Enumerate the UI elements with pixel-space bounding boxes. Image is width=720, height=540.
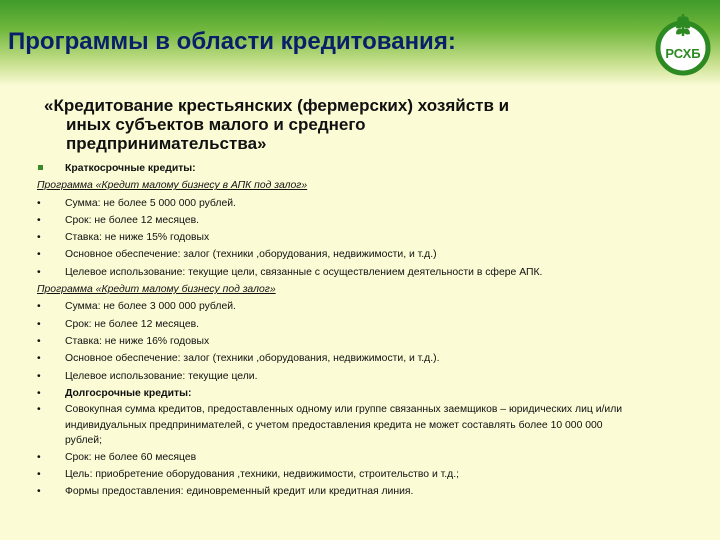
bullet-icon: •	[37, 468, 41, 480]
long-term-items	[37, 402, 687, 500]
long-term-heading: Долгосрочные кредиты:	[65, 387, 192, 399]
logo-text: РСХБ	[665, 46, 701, 61]
list-item-text: Ставка: не ниже 16% годовых	[65, 335, 210, 347]
list-item	[37, 466, 687, 483]
bullet-icon: •	[37, 370, 41, 382]
bullet-icon: •	[37, 353, 41, 365]
section-subtitle	[44, 96, 644, 153]
list-item-text: Совокупная сумма кредитов, предоставленных одному или группе связанных заемщиков – юридических лиц и/или индивидуальных предпринимателей, с учетом предоставления кредита не может составлять более 10 000 000 рублей;	[65, 404, 623, 447]
list-item	[37, 316, 687, 333]
list-item-text: Целевое использование: текущие цели, связанные с осуществлением деятельности в сфере АПК.	[65, 266, 543, 278]
list-item	[37, 350, 687, 367]
list-item-text: Срок: не более 60 месяцев	[65, 451, 197, 463]
list-item	[37, 449, 687, 466]
program-1-items	[37, 195, 687, 281]
bullet-icon: •	[37, 197, 41, 209]
list-item	[37, 229, 687, 246]
program-title-2: Программа «Кредит малому бизнесу под залог»	[37, 284, 276, 296]
list-item-text: Ставка: не ниже 15% годовых	[65, 232, 210, 244]
header-banner	[0, 0, 720, 86]
bank-logo-icon	[652, 10, 714, 76]
list-item-text: Основное обеспечение: залог (техники ,оборудования, недвижимости, и т.д.).	[65, 353, 440, 365]
long-term-heading-row	[37, 385, 687, 402]
program-title-1: Программа «Кредит малому бизнесу в АПК под залог»	[37, 180, 308, 192]
bullet-icon: •	[37, 266, 41, 278]
bullet-icon: •	[37, 214, 41, 226]
square-bullet-icon	[38, 165, 43, 170]
subtitle-line-1: «Кредитование крестьянских (фермерских) хозяйств и	[44, 96, 510, 115]
credit-programs-list	[37, 160, 687, 501]
list-item-text: Целевое использование: текущие цели.	[65, 370, 258, 382]
list-item-text: Срок: не более 12 месяцев.	[65, 318, 200, 330]
bullet-icon: •	[37, 335, 41, 347]
list-item-text: Срок: не более 12 месяцев.	[65, 214, 200, 226]
bullet-icon: •	[37, 232, 41, 244]
list-item-text: Цель: приобретение оборудования ,техники, недвижимости, строительство и т.д.;	[65, 468, 459, 480]
subtitle-line-2: иных субъектов малого и среднего	[66, 115, 366, 134]
list-item-text: Формы предоставления: единовременный кредит или кредитная линия.	[65, 486, 414, 498]
bullet-icon: •	[37, 301, 41, 313]
short-term-heading-row	[37, 160, 687, 177]
page-title: Программы в области кредитования:	[8, 28, 456, 55]
list-item	[37, 333, 687, 350]
list-item-text: Сумма: не более 5 000 000 рублей.	[65, 197, 236, 209]
bullet-icon: •	[37, 318, 41, 330]
subtitle-line-3: предпринимательства»	[66, 134, 267, 153]
list-item-text: Сумма: не более 3 000 000 рублей.	[65, 301, 236, 313]
list-item	[37, 368, 687, 385]
program-2-items	[37, 298, 687, 384]
bullet-icon: •	[37, 486, 41, 498]
list-item	[37, 402, 687, 449]
list-item	[37, 264, 687, 281]
bullet-icon: •	[37, 404, 41, 416]
list-item	[37, 246, 687, 263]
list-item	[37, 212, 687, 229]
bullet-icon: •	[37, 249, 41, 261]
list-item	[37, 195, 687, 212]
list-item	[37, 298, 687, 315]
list-item-text: Основное обеспечение: залог (техники ,оборудования, недвижимости, и т.д.)	[65, 249, 437, 261]
short-term-heading: Краткосрочные кредиты:	[65, 163, 196, 174]
bullet-icon: •	[37, 451, 41, 463]
bullet-icon: •	[37, 387, 41, 399]
list-item	[37, 483, 687, 500]
